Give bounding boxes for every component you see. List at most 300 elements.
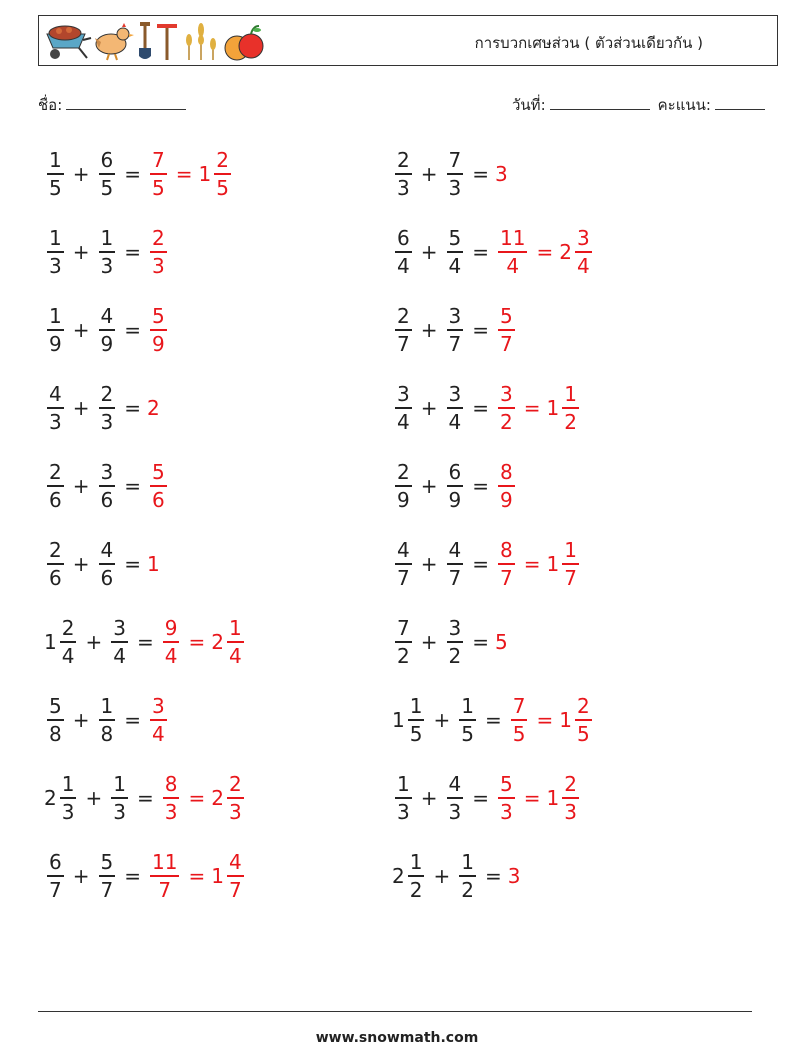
answer-whole: 2 bbox=[147, 396, 160, 420]
simplified-answer bbox=[547, 540, 582, 588]
addend-2 bbox=[96, 696, 119, 744]
denominator: 2 bbox=[564, 409, 577, 434]
denominator: 3 bbox=[49, 253, 62, 278]
addend-2 bbox=[444, 384, 467, 432]
numerator: 2 bbox=[61, 616, 75, 641]
plus-sign: + bbox=[72, 396, 90, 420]
denominator: 5 bbox=[512, 721, 526, 746]
fraction bbox=[47, 384, 64, 432]
fruit-icon bbox=[225, 26, 263, 60]
numerator: 3 bbox=[448, 382, 462, 407]
equals-sign: = bbox=[124, 864, 141, 888]
denominator: 3 bbox=[100, 409, 114, 434]
problem-1 bbox=[44, 144, 234, 204]
whole-number: 2 bbox=[211, 630, 224, 654]
numerator: 1 bbox=[100, 226, 114, 251]
fraction bbox=[99, 852, 116, 900]
denominator: 4 bbox=[448, 253, 462, 278]
numerator: 3 bbox=[448, 304, 462, 329]
addend-2 bbox=[444, 306, 467, 354]
addend-2 bbox=[96, 852, 119, 900]
numerator: 3 bbox=[397, 382, 410, 407]
addend-2 bbox=[456, 852, 479, 900]
denominator: 4 bbox=[397, 253, 410, 278]
denominator: 4 bbox=[61, 643, 75, 668]
answer-whole: 5 bbox=[495, 630, 508, 654]
score-blank[interactable] bbox=[715, 95, 765, 110]
numerator: 1 bbox=[228, 616, 242, 641]
denominator: 5 bbox=[49, 175, 62, 200]
plus-sign: + bbox=[420, 552, 438, 576]
plus-sign: + bbox=[72, 162, 90, 186]
answer-fraction bbox=[498, 462, 515, 510]
problem-8 bbox=[392, 378, 582, 438]
fraction bbox=[47, 228, 64, 276]
denominator: 2 bbox=[461, 877, 474, 902]
plus-sign: + bbox=[72, 318, 90, 342]
answer bbox=[147, 150, 234, 198]
equals-sign: = bbox=[523, 552, 541, 576]
equals-sign: = bbox=[472, 240, 489, 264]
denominator: 4 bbox=[113, 643, 126, 668]
problem-9 bbox=[44, 456, 170, 516]
fraction bbox=[47, 306, 64, 354]
equals-sign: = bbox=[523, 786, 541, 810]
fraction bbox=[47, 540, 64, 588]
denominator: 7 bbox=[49, 877, 62, 902]
denominator: 8 bbox=[100, 721, 114, 746]
fraction bbox=[111, 618, 128, 666]
numerator: 1 bbox=[409, 850, 423, 875]
denominator: 7 bbox=[158, 877, 172, 902]
plus-sign: + bbox=[420, 474, 438, 498]
fraction bbox=[111, 774, 128, 822]
numerator: 5 bbox=[152, 460, 165, 485]
numerator: 1 bbox=[113, 772, 126, 797]
denominator: 5 bbox=[461, 721, 474, 746]
plus-sign: + bbox=[420, 318, 438, 342]
problem-7 bbox=[44, 378, 160, 438]
equals-sign: = bbox=[124, 396, 141, 420]
denominator: 3 bbox=[397, 799, 410, 824]
simplified-answer bbox=[199, 150, 234, 198]
answer-fraction bbox=[498, 228, 527, 276]
fraction bbox=[99, 696, 116, 744]
addend-1 bbox=[44, 696, 67, 744]
denominator: 3 bbox=[448, 175, 462, 200]
addend-1 bbox=[392, 384, 415, 432]
answer-fraction bbox=[150, 462, 167, 510]
numerator: 3 bbox=[500, 382, 513, 407]
denominator: 7 bbox=[500, 565, 513, 590]
numerator: 5 bbox=[49, 694, 62, 719]
fraction bbox=[575, 696, 592, 744]
problem-5 bbox=[44, 300, 170, 360]
plus-sign: + bbox=[420, 240, 438, 264]
problem-10 bbox=[392, 456, 518, 516]
denominator: 4 bbox=[448, 409, 462, 434]
denominator: 3 bbox=[100, 253, 114, 278]
denominator: 7 bbox=[448, 565, 462, 590]
answer-fraction bbox=[150, 306, 167, 354]
plus-sign: + bbox=[420, 396, 438, 420]
whole-number: 1 bbox=[198, 162, 212, 186]
fraction bbox=[47, 150, 64, 198]
denominator: 4 bbox=[506, 253, 520, 278]
answer-fraction bbox=[163, 774, 180, 822]
numerator: 1 bbox=[461, 850, 474, 875]
plus-sign: + bbox=[72, 240, 90, 264]
plus-sign: + bbox=[433, 864, 451, 888]
whole-number: 1 bbox=[44, 630, 57, 654]
plus-sign: + bbox=[85, 630, 103, 654]
denominator: 5 bbox=[216, 175, 229, 200]
answer bbox=[495, 774, 582, 822]
fraction bbox=[562, 774, 579, 822]
denominator: 2 bbox=[448, 643, 462, 668]
denominator: 6 bbox=[152, 487, 165, 512]
addend-1 bbox=[392, 150, 415, 198]
fraction bbox=[395, 462, 412, 510]
plus-sign: + bbox=[72, 474, 90, 498]
equals-sign: = bbox=[188, 864, 206, 888]
simplified-answer bbox=[547, 774, 582, 822]
denominator: 3 bbox=[61, 799, 75, 824]
fraction bbox=[395, 774, 412, 822]
denominator: 4 bbox=[152, 721, 165, 746]
name-field bbox=[38, 93, 186, 117]
addend-2 bbox=[108, 774, 131, 822]
denominator: 4 bbox=[576, 253, 590, 278]
fraction bbox=[395, 150, 412, 198]
denominator: 2 bbox=[397, 643, 410, 668]
addend-1 bbox=[392, 618, 415, 666]
simplified-answer bbox=[211, 618, 246, 666]
hen-icon bbox=[95, 23, 134, 60]
numerator: 2 bbox=[216, 148, 229, 173]
problem-2 bbox=[392, 144, 508, 204]
equals-sign: = bbox=[175, 162, 193, 186]
denominator: 4 bbox=[397, 409, 410, 434]
numerator: 4 bbox=[100, 538, 114, 563]
denominator: 7 bbox=[564, 565, 577, 590]
addend-1 bbox=[44, 540, 67, 588]
plus-sign: + bbox=[85, 786, 103, 810]
numerator: 1 bbox=[49, 304, 62, 329]
footer-url: www.snowmath.com bbox=[315, 1030, 479, 1046]
numerator: 6 bbox=[397, 226, 410, 251]
addend-1 bbox=[392, 540, 415, 588]
name-blank[interactable] bbox=[66, 95, 186, 110]
header-illustrations bbox=[45, 20, 265, 62]
denominator: 7 bbox=[397, 331, 410, 356]
fraction bbox=[447, 462, 464, 510]
equals-sign: = bbox=[472, 162, 489, 186]
answer bbox=[495, 306, 518, 354]
addend-1 bbox=[392, 306, 415, 354]
addend-2 bbox=[96, 540, 119, 588]
answer bbox=[508, 696, 595, 744]
fraction bbox=[99, 540, 116, 588]
fraction bbox=[227, 618, 244, 666]
addend-1 bbox=[44, 150, 67, 198]
whole-number: 1 bbox=[392, 708, 405, 732]
fraction bbox=[395, 228, 412, 276]
addend-2 bbox=[96, 228, 119, 276]
fraction bbox=[395, 540, 412, 588]
fraction bbox=[227, 852, 244, 900]
whole-number: 2 bbox=[392, 864, 405, 888]
plus-sign: + bbox=[72, 708, 90, 732]
fraction bbox=[99, 462, 116, 510]
numerator: 1 bbox=[461, 694, 474, 719]
whole-number: 2 bbox=[211, 786, 224, 810]
denominator: 7 bbox=[100, 877, 114, 902]
equals-sign: = bbox=[536, 240, 554, 264]
equals-sign: = bbox=[484, 708, 502, 732]
numerator: 1 bbox=[564, 538, 577, 563]
answer bbox=[495, 630, 508, 654]
addend-2 bbox=[444, 774, 467, 822]
numerator: 3 bbox=[100, 460, 114, 485]
denominator: 8 bbox=[49, 721, 62, 746]
equals-sign: = bbox=[523, 396, 541, 420]
denominator: 5 bbox=[409, 721, 423, 746]
fraction bbox=[447, 774, 464, 822]
simplified-answer bbox=[559, 228, 594, 276]
equals-sign: = bbox=[472, 318, 489, 342]
problem-3 bbox=[44, 222, 170, 282]
denominator: 7 bbox=[228, 877, 242, 902]
fraction bbox=[99, 384, 116, 432]
plus-sign: + bbox=[72, 864, 90, 888]
numerator: 7 bbox=[152, 148, 165, 173]
answer bbox=[147, 462, 170, 510]
answer-fraction bbox=[150, 228, 167, 276]
numerator: 3 bbox=[448, 616, 462, 641]
plus-sign: + bbox=[420, 786, 438, 810]
addend-2 bbox=[444, 462, 467, 510]
denominator: 3 bbox=[564, 799, 577, 824]
answer-fraction bbox=[498, 774, 515, 822]
date-label: วันที่: bbox=[512, 96, 546, 114]
equals-sign: = bbox=[124, 240, 141, 264]
denominator: 6 bbox=[100, 565, 114, 590]
numerator: 2 bbox=[152, 226, 165, 251]
answer-fraction bbox=[498, 384, 515, 432]
numerator: 6 bbox=[49, 850, 62, 875]
numerator: 1 bbox=[61, 772, 75, 797]
problem-4 bbox=[392, 222, 595, 282]
answer bbox=[495, 228, 595, 276]
answer-fraction bbox=[511, 696, 528, 744]
fraction bbox=[447, 384, 464, 432]
problem-11 bbox=[44, 534, 160, 594]
addend-1 bbox=[44, 774, 79, 822]
denominator: 4 bbox=[164, 643, 178, 668]
denominator: 7 bbox=[397, 565, 410, 590]
fraction bbox=[459, 852, 476, 900]
problem-17 bbox=[44, 768, 247, 828]
numerator: 2 bbox=[576, 694, 590, 719]
denominator: 6 bbox=[100, 487, 114, 512]
addend-2 bbox=[444, 228, 467, 276]
problem-12 bbox=[392, 534, 582, 594]
equals-sign: = bbox=[136, 786, 154, 810]
plus-sign: + bbox=[420, 630, 438, 654]
answer-whole: 3 bbox=[507, 864, 521, 888]
score-label: คะแนน: bbox=[657, 96, 711, 114]
fraction bbox=[408, 852, 425, 900]
numerator: 7 bbox=[448, 148, 462, 173]
addend-2 bbox=[456, 696, 479, 744]
equals-sign: = bbox=[136, 630, 154, 654]
footer-divider bbox=[38, 1011, 752, 1012]
wheelbarrow-icon bbox=[47, 26, 91, 59]
addend-1 bbox=[44, 228, 67, 276]
equals-sign: = bbox=[472, 630, 489, 654]
denominator: 3 bbox=[152, 253, 165, 278]
denominator: 9 bbox=[152, 331, 165, 356]
fraction bbox=[47, 852, 64, 900]
shovel-icon bbox=[139, 22, 151, 59]
numerator: 2 bbox=[49, 538, 62, 563]
answer-whole: 1 bbox=[147, 552, 160, 576]
fraction bbox=[562, 384, 579, 432]
fraction bbox=[562, 540, 579, 588]
simplified-answer bbox=[547, 384, 582, 432]
whole-number: 1 bbox=[546, 552, 560, 576]
numerator: 5 bbox=[152, 304, 165, 329]
numerator: 3 bbox=[113, 616, 126, 641]
fraction bbox=[575, 228, 592, 276]
denominator: 5 bbox=[152, 175, 165, 200]
denominator: 2 bbox=[409, 877, 423, 902]
answer bbox=[147, 396, 160, 420]
answer-fraction bbox=[498, 540, 515, 588]
problem-19 bbox=[44, 846, 247, 906]
date-blank[interactable] bbox=[550, 95, 650, 110]
fraction bbox=[227, 774, 244, 822]
answer bbox=[495, 462, 518, 510]
addend-1 bbox=[44, 384, 67, 432]
numerator: 4 bbox=[448, 538, 462, 563]
answer-fraction bbox=[163, 618, 180, 666]
simplified-answer bbox=[211, 774, 246, 822]
equals-sign: = bbox=[124, 552, 141, 576]
problem-13 bbox=[44, 612, 247, 672]
equals-sign: = bbox=[472, 396, 489, 420]
equals-sign: = bbox=[124, 162, 141, 186]
answer-fraction bbox=[150, 852, 179, 900]
denominator: 7 bbox=[448, 331, 462, 356]
fraction bbox=[60, 774, 77, 822]
equals-sign: = bbox=[124, 474, 141, 498]
denominator: 3 bbox=[397, 175, 410, 200]
addend-2 bbox=[444, 618, 467, 666]
answer-whole: 3 bbox=[495, 162, 508, 186]
denominator: 9 bbox=[448, 487, 462, 512]
name-label: ชื่อ: bbox=[38, 96, 63, 114]
answer bbox=[495, 162, 508, 186]
worksheet-title: การบวกเศษส่วน ( ตัวส่วนเดียวกัน ) bbox=[474, 34, 703, 52]
answer-fraction bbox=[150, 696, 167, 744]
fraction bbox=[395, 306, 412, 354]
worksheet-header bbox=[38, 15, 778, 66]
numerator: 2 bbox=[397, 304, 410, 329]
denominator: 9 bbox=[500, 487, 513, 512]
numerator: 5 bbox=[448, 226, 462, 251]
numerator: 1 bbox=[564, 382, 577, 407]
addend-2 bbox=[108, 618, 131, 666]
addend-1 bbox=[392, 462, 415, 510]
numerator: 9 bbox=[164, 616, 178, 641]
whole-number: 1 bbox=[559, 708, 572, 732]
fraction bbox=[99, 228, 116, 276]
answer bbox=[160, 618, 247, 666]
addend-1 bbox=[44, 462, 67, 510]
whole-number: 1 bbox=[546, 396, 560, 420]
problem-16 bbox=[392, 690, 595, 750]
equals-sign: = bbox=[188, 786, 206, 810]
equals-sign: = bbox=[484, 864, 502, 888]
addend-1 bbox=[392, 774, 415, 822]
equals-sign: = bbox=[472, 786, 489, 810]
equals-sign: = bbox=[536, 708, 554, 732]
numerator: 3 bbox=[152, 694, 165, 719]
addend-2 bbox=[96, 150, 119, 198]
numerator: 2 bbox=[49, 460, 62, 485]
addend-2 bbox=[444, 150, 467, 198]
numerator: 2 bbox=[228, 772, 242, 797]
fraction bbox=[447, 306, 464, 354]
whole-number: 2 bbox=[559, 240, 572, 264]
addend-1 bbox=[392, 852, 427, 900]
numerator: 6 bbox=[448, 460, 462, 485]
whole-number: 2 bbox=[44, 786, 57, 810]
addend-1 bbox=[44, 306, 67, 354]
denominator: 7 bbox=[500, 331, 513, 356]
numerator: 1 bbox=[100, 694, 114, 719]
numerator: 7 bbox=[512, 694, 526, 719]
denominator: 6 bbox=[49, 565, 62, 590]
fraction bbox=[408, 696, 425, 744]
denominator: 9 bbox=[397, 487, 410, 512]
numerator: 11 bbox=[152, 850, 178, 875]
numerator: 6 bbox=[100, 148, 114, 173]
answer bbox=[147, 552, 160, 576]
denominator: 9 bbox=[100, 331, 114, 356]
numerator: 4 bbox=[397, 538, 410, 563]
denominator: 5 bbox=[576, 721, 590, 746]
answer bbox=[160, 774, 247, 822]
fraction bbox=[99, 306, 116, 354]
numerator: 1 bbox=[49, 226, 62, 251]
numerator: 4 bbox=[100, 304, 114, 329]
denominator: 3 bbox=[228, 799, 242, 824]
equals-sign: = bbox=[188, 630, 206, 654]
answer bbox=[495, 540, 582, 588]
denominator: 6 bbox=[49, 487, 62, 512]
denominator: 5 bbox=[100, 175, 114, 200]
denominator: 2 bbox=[500, 409, 513, 434]
numerator: 1 bbox=[409, 694, 423, 719]
problem-18 bbox=[392, 768, 582, 828]
numerator: 1 bbox=[397, 772, 410, 797]
numerator: 8 bbox=[500, 460, 513, 485]
plus-sign: + bbox=[420, 162, 438, 186]
answer-fraction bbox=[150, 150, 167, 198]
